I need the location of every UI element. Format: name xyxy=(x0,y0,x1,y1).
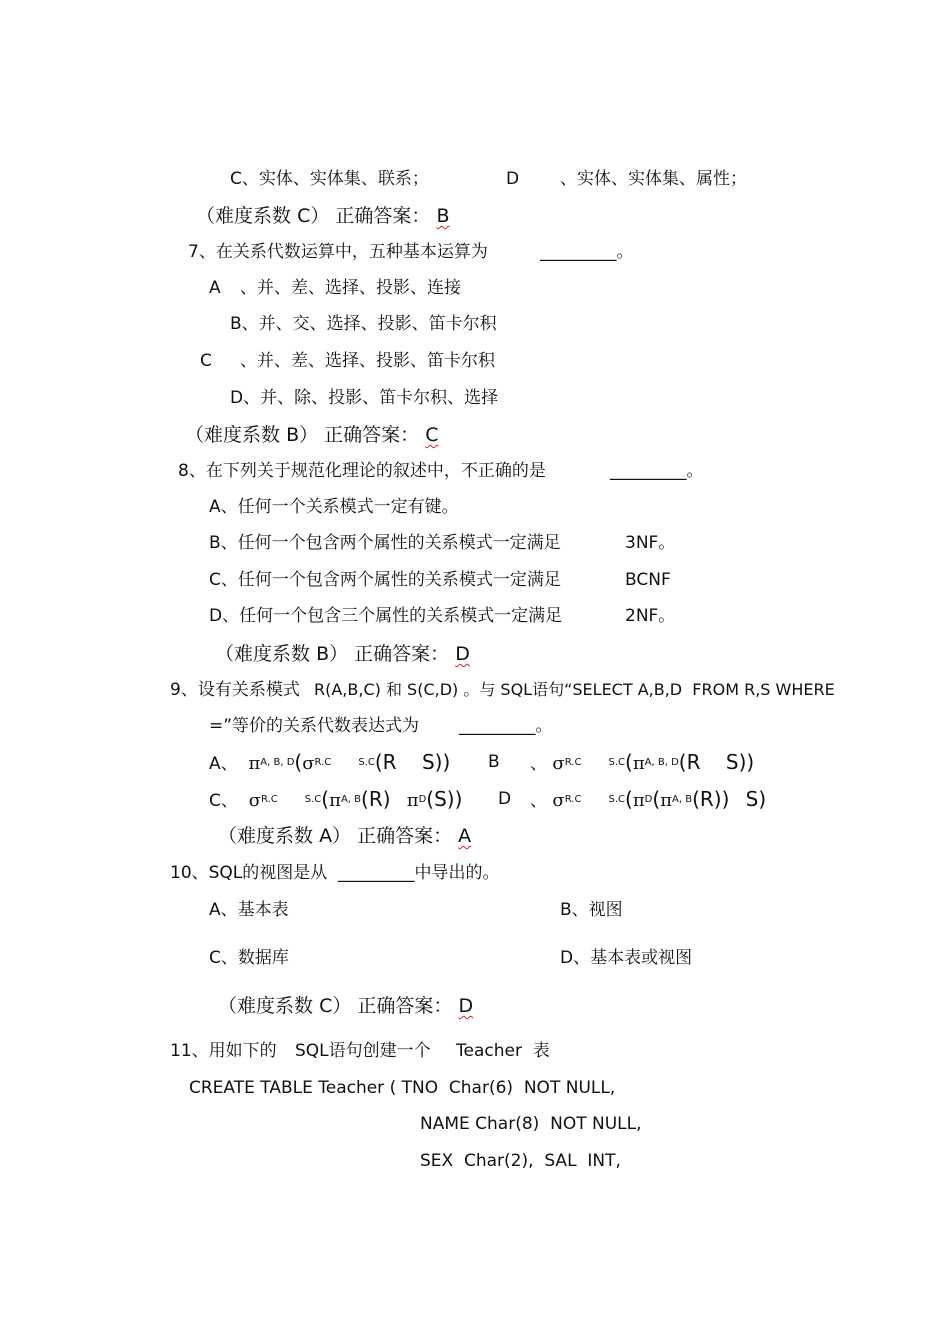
q10-option-b: B、视图 xyxy=(560,900,623,920)
q9-option-b xyxy=(530,751,754,775)
relation-expr: (R S)) xyxy=(678,750,755,774)
sigma-symbol: σ xyxy=(552,753,565,774)
q10-option-a: A、基本表 xyxy=(209,900,289,920)
q11-code-line-2: NAME Char(8) NOT NULL, xyxy=(420,1114,642,1134)
q10-blank: _________中导出的。 xyxy=(338,863,500,883)
q7-option-d: D、并、除、投影、笛卡尔积、选择 xyxy=(230,388,499,408)
q7-stem: 7、在关系代数运算中，五种基本运算为 xyxy=(188,242,488,262)
subscript: R.C xyxy=(564,794,582,805)
difficulty-level: C） xyxy=(297,205,330,227)
difficulty-level: C） xyxy=(319,995,352,1017)
q9-option-b-letter: B xyxy=(488,752,500,772)
difficulty-prefix: （难度系数 xyxy=(185,424,281,446)
pi-symbol: π xyxy=(248,753,261,774)
q9-stem-b: R(A,B,C) 和 S(C,D) 。与 SQL语句“SELECT A,B,D FROM R,S WHERE xyxy=(314,680,835,699)
q11-stem-b: SQL语句创建一个 xyxy=(295,1041,431,1061)
open-paren: ( xyxy=(294,750,303,774)
q8-option-d-tail: 2NF。 xyxy=(625,606,676,626)
subscript: S.C xyxy=(608,794,626,805)
difficulty-prefix: （难度系数 xyxy=(196,205,292,227)
q7-option-c-letter: C xyxy=(200,351,212,371)
subscript: R.C xyxy=(314,757,332,768)
q6-option-c: C、实体、实体集、联系； xyxy=(230,169,429,189)
pi-symbol: π xyxy=(406,790,419,811)
q7-option-a-text: 、并、差、选择、投影、连接 xyxy=(240,278,461,298)
pi-symbol: π xyxy=(329,790,341,811)
q8-option-c: C、任何一个包含两个属性的关系模式一定满足 xyxy=(209,570,561,590)
separator: 、 xyxy=(530,754,547,774)
sigma-symbol: σ xyxy=(552,790,565,811)
subscript: S.C xyxy=(358,757,375,768)
subscript: D xyxy=(644,794,653,805)
open-paren: ( xyxy=(625,750,633,774)
q6-option-d-letter: D xyxy=(506,169,520,189)
q7-option-c-text: 、并、差、选择、投影、笛卡尔积 xyxy=(240,351,495,371)
q8-difficulty xyxy=(215,642,470,666)
q9-difficulty xyxy=(218,824,471,848)
pi-symbol: π xyxy=(632,790,645,811)
q10-option-c: C、数据库 xyxy=(209,948,289,968)
difficulty-prefix: （难度系数 xyxy=(218,825,314,847)
subscript: S.C xyxy=(304,794,322,805)
q7-difficulty xyxy=(185,423,439,447)
sigma-symbol: σ xyxy=(302,753,315,774)
q9-blank: _________。 xyxy=(459,716,553,736)
answer-value: A xyxy=(458,825,472,847)
q8-option-a: A、任何一个关系模式一定有键。 xyxy=(209,497,459,517)
difficulty-prefix: （难度系数 xyxy=(218,995,314,1017)
open-paren: ( xyxy=(625,787,633,811)
answer-value: B xyxy=(436,205,450,227)
open-paren: ( xyxy=(321,787,330,811)
subscript: A, B xyxy=(672,794,693,805)
q7-blank: _________。 xyxy=(540,242,634,262)
subscript: R.C xyxy=(564,757,582,768)
subscript: A, B xyxy=(340,794,362,805)
answer-label: 正确答案： xyxy=(335,205,431,227)
q10-difficulty xyxy=(218,994,473,1018)
subscript: R.C xyxy=(260,794,278,805)
q8-blank: _________。 xyxy=(610,461,704,481)
pi-symbol: π xyxy=(660,790,673,811)
q11-code-line-3: SEX Char(2), SAL INT, xyxy=(420,1151,621,1171)
subscript: D xyxy=(418,794,427,805)
separator: 、 xyxy=(530,791,547,811)
subscript: A, B, D xyxy=(644,757,679,768)
q11-stem-a: 11、用如下的 xyxy=(170,1041,277,1061)
q7-option-a-letter: A xyxy=(209,278,221,298)
q8-option-c-tail: BCNF xyxy=(625,570,671,590)
answer-label: 正确答案： xyxy=(354,643,450,665)
q6-option-d-text: 、实体、实体集、属性； xyxy=(560,169,747,189)
relation-s: S) xyxy=(745,787,767,811)
q11-code-line-1: CREATE TABLE Teacher ( TNO Char(6) NOT NULL, xyxy=(189,1078,616,1098)
subscript: A, B, D xyxy=(260,757,295,768)
answer-label: 正确答案： xyxy=(357,825,453,847)
open-paren: ( xyxy=(652,787,661,811)
q9-stem-c: =”等价的关系代数表达式为 xyxy=(209,716,420,736)
difficulty-prefix: （难度系数 xyxy=(215,643,311,665)
option-label: C、 xyxy=(209,791,238,811)
q11-stem-c: Teacher 表 xyxy=(456,1041,550,1061)
sigma-symbol: σ xyxy=(248,790,261,811)
q8-stem: 8、在下列关于规范化理论的叙述中，不正确的是 xyxy=(178,461,546,481)
q7-option-b: B、并、交、选择、投影、笛卡尔积 xyxy=(230,314,497,334)
answer-label: 正确答案： xyxy=(357,995,453,1017)
option-label: A、 xyxy=(209,754,238,774)
relation-r: (R)) xyxy=(692,787,730,811)
relation-r: (R) xyxy=(361,787,391,811)
q8-option-d: D、任何一个包含三个属性的关系模式一定满足 xyxy=(209,606,563,626)
q9-option-d xyxy=(530,788,766,812)
answer-value: D xyxy=(455,643,470,665)
q10-stem: 10、SQL的视图是从 xyxy=(170,863,328,883)
q8-option-b: B、任何一个包含两个属性的关系模式一定满足 xyxy=(209,533,561,553)
q9-stem-a: 9、设有关系模式 xyxy=(170,680,300,700)
difficulty-level: A） xyxy=(319,825,352,847)
q9-option-c xyxy=(209,788,462,812)
relation-s: (S)) xyxy=(426,787,463,811)
q6-difficulty xyxy=(196,204,450,228)
relation-expr: (R S)) xyxy=(374,750,451,774)
difficulty-level: B） xyxy=(316,643,349,665)
q10-option-d: D、基本表或视图 xyxy=(560,948,693,968)
q8-option-b-tail: 3NF。 xyxy=(625,533,676,553)
q9-option-d-letter: D xyxy=(498,789,512,809)
pi-symbol: π xyxy=(632,753,645,774)
answer-label: 正确答案： xyxy=(324,424,420,446)
subscript: S.C xyxy=(608,757,626,768)
difficulty-level: B） xyxy=(286,424,319,446)
q9-option-a xyxy=(209,751,450,775)
answer-value: C xyxy=(425,424,439,446)
answer-value: D xyxy=(458,995,474,1017)
